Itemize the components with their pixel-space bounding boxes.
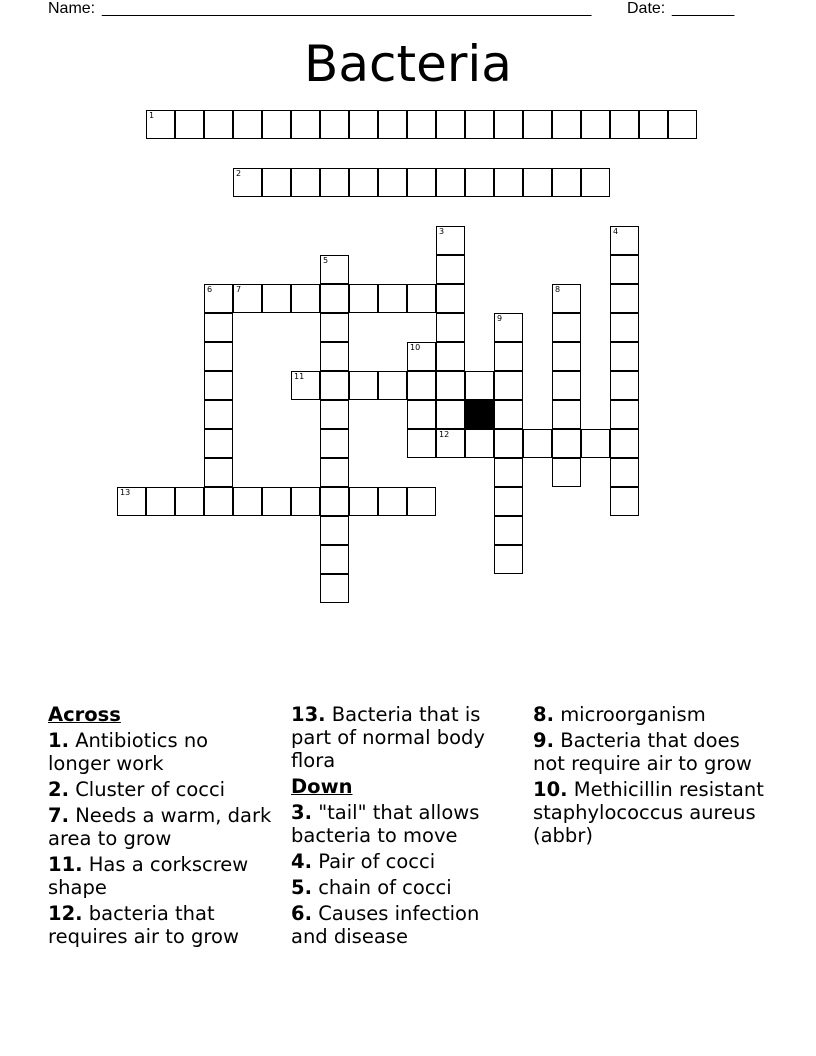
grid-cell[interactable] (610, 110, 639, 139)
grid-cell[interactable] (610, 487, 639, 516)
grid-cell[interactable] (407, 371, 436, 400)
grid-cell[interactable] (233, 110, 262, 139)
grid-cell[interactable] (436, 226, 465, 255)
grid-cell[interactable] (610, 313, 639, 342)
clue-down-3 (291, 801, 519, 847)
name-label: Name: (48, 0, 96, 17)
black-cell (465, 400, 494, 429)
clue-number: 4. (291, 850, 312, 873)
grid-cell[interactable] (552, 342, 581, 371)
grid-cell[interactable] (552, 168, 581, 197)
grid-cell[interactable] (552, 313, 581, 342)
grid-cell[interactable] (320, 458, 349, 487)
clue-down-9 (533, 729, 768, 775)
grid-cell[interactable] (639, 110, 668, 139)
grid-cell[interactable] (494, 545, 523, 574)
grid-cell[interactable] (320, 284, 349, 313)
clue-number-label: 2 (236, 169, 242, 178)
grid-cell[interactable] (581, 110, 610, 139)
grid-cell[interactable] (610, 458, 639, 487)
grid-cell[interactable] (610, 429, 639, 458)
clue-number-label: 9 (497, 314, 503, 323)
grid-cell[interactable] (494, 516, 523, 545)
grid-cell[interactable] (233, 168, 262, 197)
grid-cell[interactable] (146, 110, 175, 139)
grid-cell[interactable] (320, 342, 349, 371)
grid-cell[interactable] (378, 371, 407, 400)
grid-cell[interactable] (407, 342, 436, 371)
clue-number-label: 1 (149, 111, 155, 120)
date-line[interactable]: _______ (672, 0, 735, 17)
grid-cell[interactable] (523, 168, 552, 197)
grid-cell[interactable] (146, 487, 175, 516)
grid-cell[interactable] (668, 110, 697, 139)
clue-number-label: 3 (439, 227, 445, 236)
grid-cell[interactable] (494, 400, 523, 429)
grid-cell[interactable] (204, 400, 233, 429)
grid-cell[interactable] (436, 255, 465, 284)
grid-cell[interactable] (204, 110, 233, 139)
clue-down-6 (291, 902, 519, 948)
grid-cell[interactable] (581, 429, 610, 458)
clue-number-label: 7 (236, 285, 242, 294)
grid-cell[interactable] (465, 168, 494, 197)
clue-number: 13. (291, 703, 326, 726)
clue-number-label: 12 (439, 430, 450, 439)
grid-cell[interactable] (320, 487, 349, 516)
grid-cell[interactable] (204, 429, 233, 458)
across-heading: Across (48, 703, 121, 726)
grid-cell[interactable] (320, 429, 349, 458)
clue-number-label: 11 (294, 372, 305, 381)
grid-cell[interactable] (494, 313, 523, 342)
clue-text: Bacteria that is part of normal body flora (291, 703, 485, 772)
clue-number-label: 6 (207, 285, 213, 294)
clue-down-4 (291, 850, 519, 873)
grid-cell[interactable] (320, 371, 349, 400)
grid-cell[interactable] (407, 168, 436, 197)
grid-cell[interactable] (349, 284, 378, 313)
grid-cell[interactable] (610, 284, 639, 313)
clue-number: 7. (48, 804, 69, 827)
grid-cell[interactable] (581, 168, 610, 197)
grid-cell[interactable] (204, 487, 233, 516)
grid-cell[interactable] (552, 371, 581, 400)
grid-cell[interactable] (436, 429, 465, 458)
grid-cell[interactable] (320, 255, 349, 284)
grid-cell[interactable] (349, 168, 378, 197)
grid-cell[interactable] (291, 487, 320, 516)
grid-cell[interactable] (610, 400, 639, 429)
grid-cell[interactable] (233, 284, 262, 313)
clue-across-1 (48, 729, 276, 775)
clue-text: microorganism (560, 703, 706, 726)
clue-text: "tail" that allows bacteria to move (291, 801, 480, 847)
grid-cell[interactable] (378, 284, 407, 313)
grid-cell[interactable] (436, 400, 465, 429)
clues-column-2 (291, 703, 519, 951)
grid-cell[interactable] (610, 371, 639, 400)
grid-cell[interactable] (378, 110, 407, 139)
clue-text: Pair of cocci (318, 850, 436, 873)
down-heading: Down (291, 775, 353, 798)
grid-cell[interactable] (494, 458, 523, 487)
grid-cell[interactable] (494, 110, 523, 139)
grid-cell[interactable] (407, 429, 436, 458)
grid-cell[interactable] (436, 371, 465, 400)
clue-number: 1. (48, 729, 69, 752)
grid-cell[interactable] (552, 429, 581, 458)
grid-cell[interactable] (436, 168, 465, 197)
grid-cell[interactable] (494, 429, 523, 458)
clue-text: Antibiotics no longer work (48, 729, 209, 775)
clue-across-11 (48, 853, 276, 899)
grid-cell[interactable] (407, 284, 436, 313)
clue-text: Causes infection and disease (291, 902, 480, 948)
grid-cell[interactable] (204, 458, 233, 487)
grid-cell[interactable] (407, 487, 436, 516)
grid-cell[interactable] (494, 371, 523, 400)
clue-number-label: 4 (613, 227, 619, 236)
clues-column-3 (533, 703, 768, 850)
grid-cell[interactable] (320, 545, 349, 574)
clue-number: 9. (533, 729, 554, 752)
grid-cell[interactable] (204, 284, 233, 313)
grid-cell[interactable] (610, 226, 639, 255)
clue-number-label: 10 (410, 343, 421, 352)
grid-cell[interactable] (291, 371, 320, 400)
clue-number: 11. (48, 853, 83, 876)
clue-number: 5. (291, 876, 312, 899)
grid-cell[interactable] (291, 110, 320, 139)
clue-text: Needs a warm, dark area to grow (48, 804, 272, 850)
grid-cell[interactable] (465, 429, 494, 458)
grid-cell[interactable] (175, 487, 204, 516)
clue-number: 3. (291, 801, 312, 824)
grid-cell[interactable] (378, 487, 407, 516)
grid-cell[interactable] (320, 168, 349, 197)
clue-across-7 (48, 804, 276, 850)
grid-cell[interactable] (494, 342, 523, 371)
grid-cell[interactable] (436, 313, 465, 342)
grid-cell[interactable] (175, 110, 204, 139)
clue-across-2 (48, 778, 276, 801)
grid-cell[interactable] (117, 487, 146, 516)
grid-cell[interactable] (349, 487, 378, 516)
grid-cell[interactable] (436, 342, 465, 371)
grid-cell[interactable] (291, 284, 320, 313)
clue-number: 6. (291, 902, 312, 925)
grid-cell[interactable] (262, 284, 291, 313)
grid-cell[interactable] (349, 371, 378, 400)
grid-cell[interactable] (465, 110, 494, 139)
clue-text: Methicillin resistant staphylococcus aureus (abbr) (533, 778, 764, 847)
grid-cell[interactable] (233, 487, 262, 516)
grid-cell[interactable] (552, 400, 581, 429)
grid-cell[interactable] (436, 110, 465, 139)
grid-cell[interactable] (320, 110, 349, 139)
clues-column-1 (48, 703, 276, 951)
clue-text: Bacteria that does not require air to grow (533, 729, 752, 775)
grid-cell[interactable] (262, 110, 291, 139)
grid-cell[interactable] (262, 487, 291, 516)
page-title: Bacteria (304, 35, 512, 93)
grid-cell[interactable] (291, 168, 320, 197)
grid-cell[interactable] (465, 371, 494, 400)
clue-across-13 (291, 703, 519, 772)
grid-cell[interactable] (204, 371, 233, 400)
grid-cell[interactable] (204, 342, 233, 371)
grid-cell[interactable] (320, 313, 349, 342)
grid-cell[interactable] (552, 458, 581, 487)
clue-number-label: 8 (555, 285, 561, 294)
grid-cell[interactable] (494, 487, 523, 516)
grid-cell[interactable] (320, 516, 349, 545)
name-line[interactable]: _______________________________________________________ (102, 0, 592, 17)
grid-cell[interactable] (610, 255, 639, 284)
grid-cell[interactable] (407, 400, 436, 429)
grid-cell[interactable] (349, 110, 378, 139)
grid-cell[interactable] (320, 400, 349, 429)
grid-cell[interactable] (552, 284, 581, 313)
clue-number: 10. (533, 778, 568, 801)
grid-cell[interactable] (436, 284, 465, 313)
date-label: Date: (627, 0, 666, 17)
grid-cell[interactable] (523, 429, 552, 458)
grid-cell[interactable] (407, 110, 436, 139)
clue-number-label: 5 (323, 256, 329, 265)
clue-number-label: 13 (120, 488, 131, 497)
grid-cell[interactable] (262, 168, 291, 197)
clue-number: 2. (48, 778, 69, 801)
clue-down-5 (291, 876, 519, 899)
grid-cell[interactable] (320, 574, 349, 603)
clue-across-12 (48, 902, 276, 948)
clue-down-10 (533, 778, 768, 847)
clue-text: chain of cocci (318, 876, 452, 899)
clue-number: 8. (533, 703, 554, 726)
grid-cell[interactable] (204, 313, 233, 342)
clue-number: 12. (48, 902, 83, 925)
grid-cell[interactable] (494, 168, 523, 197)
grid-cell[interactable] (610, 342, 639, 371)
clue-down-8 (533, 703, 768, 726)
grid-cell[interactable] (378, 168, 407, 197)
clue-text: Has a corkscrew shape (48, 853, 249, 899)
clue-text: bacteria that requires air to grow (48, 902, 239, 948)
clue-text: Cluster of cocci (75, 778, 226, 801)
grid-cell[interactable] (552, 110, 581, 139)
grid-cell[interactable] (523, 110, 552, 139)
